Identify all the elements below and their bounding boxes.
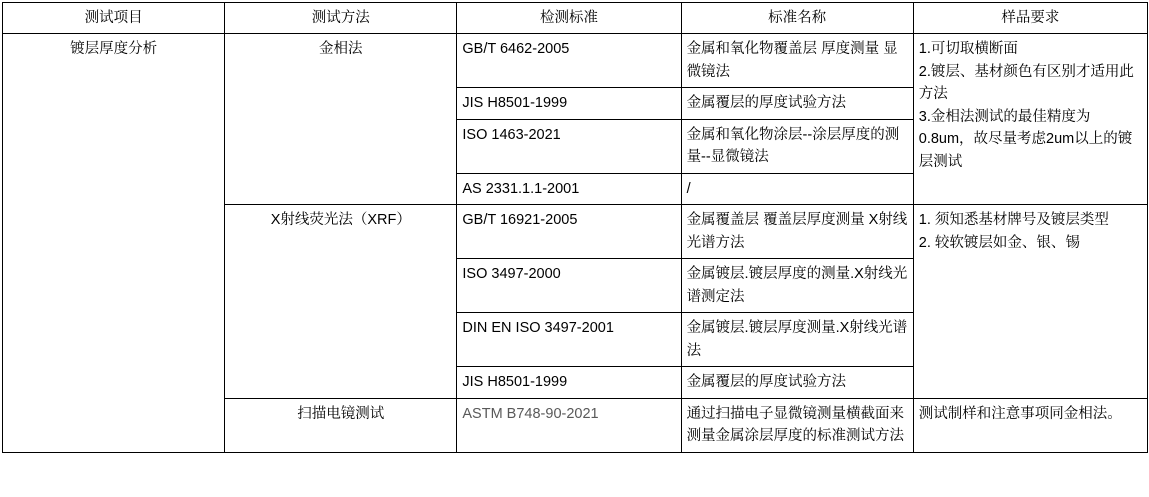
cell-standard-name: 金属镀层.镀层厚度测量.X射线光谱法	[681, 313, 913, 367]
cell-method-metallographic: 金相法	[225, 34, 457, 205]
cell-standard-name: 金属和氧化物覆盖层 厚度测量 显微镜法	[681, 34, 913, 88]
cell-standard-name: 通过扫描电子显微镜测量横截面来测量金属涂层厚度的标准测试方法	[681, 398, 913, 452]
column-header-standard-name: 标准名称	[681, 3, 913, 34]
coating-thickness-table	[2, 2, 1148, 453]
cell-standard-name: 金属覆层的厚度试验方法	[681, 367, 913, 398]
column-header-test-method: 测试方法	[225, 3, 457, 34]
sample-line: 1.可切取横断面	[918, 41, 1018, 58]
column-header-test-standard: 检测标准	[457, 3, 681, 34]
table-header	[3, 3, 1148, 34]
cell-standard: AS 2331.1.1-2001	[457, 173, 681, 204]
cell-sample-requirement-xrf	[913, 205, 1147, 398]
cell-standard-name: /	[681, 173, 913, 204]
cell-standard-name: 金属覆盖层 覆盖层厚度测量 X射线光谱方法	[681, 205, 913, 259]
cell-standard: GB/T 6462-2005	[457, 34, 681, 88]
sample-line: 2.镀层、基材颜色有区别才适用此方法	[918, 63, 1134, 103]
cell-standard: ISO 1463-2021	[457, 119, 681, 173]
cell-method-xrf: X射线荧光法（XRF）	[225, 205, 457, 398]
column-header-test-item: 测试项目	[3, 3, 225, 34]
cell-method-sem: 扫描电镜测试	[225, 398, 457, 452]
cell-standard: ISO 3497-2000	[457, 259, 681, 313]
table-body	[3, 34, 1148, 452]
cell-test-item: 镀层厚度分析	[3, 34, 225, 452]
table-header-row	[3, 3, 1148, 34]
cell-standard-name: 金属镀层.镀层厚度的测量.X射线光谱测定法	[681, 259, 913, 313]
cell-standard: JIS H8501-1999	[457, 88, 681, 119]
column-header-sample-requirement: 样品要求	[913, 3, 1147, 34]
cell-standard: GB/T 16921-2005	[457, 205, 681, 259]
cell-standard: ASTM B748-90-2021	[457, 398, 681, 452]
cell-sample-requirement-sem: 测试制样和注意事项同金相法。	[913, 398, 1147, 452]
table-row	[3, 34, 1148, 88]
cell-standard: DIN EN ISO 3497-2001	[457, 313, 681, 367]
cell-standard-name: 金属覆层的厚度试验方法	[681, 88, 913, 119]
sample-line: 1. 须知悉基材牌号及镀层类型	[918, 212, 1109, 229]
document-page	[0, 2, 1149, 497]
sample-line: 2. 较软镀层如金、银、锡	[918, 234, 1080, 251]
sample-line: 3.金相法测试的最佳精度为0.8um，故尽量考虑2um以上的镀层测试	[918, 108, 1133, 170]
cell-standard-name: 金属和氧化物涂层--涂层厚度的测量--显微镜法	[681, 119, 913, 173]
cell-standard: JIS H8501-1999	[457, 367, 681, 398]
cell-sample-requirement-metallographic	[913, 34, 1147, 205]
